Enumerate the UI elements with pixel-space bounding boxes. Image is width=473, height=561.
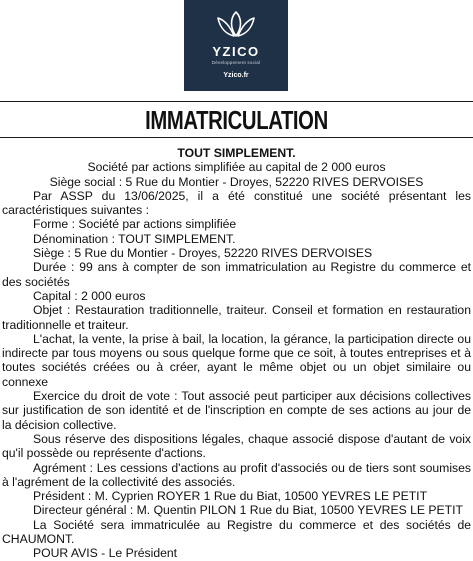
seat-line: Siège : 5 Rue du Montier - Droyes, 52220 RIVES DERVOISES <box>33 246 373 261</box>
voting-rights-paragraph: Sous réserve des dispositions légales, chaque associé dispose d'autant de voix qu'il possède ou représente d'actions. <box>2 431 471 461</box>
notice-body <box>2 146 471 561</box>
general-director-line: Directeur général : M. Quentin PILON 1 Rue du Biat, 10500 YEVRES LE PETIT <box>33 503 463 518</box>
top-rule <box>0 101 473 102</box>
voting-paragraph: Exercice du droit de vote : Tout associé peut participer aux décisions collectives sur justification de son identité et de l'inscription en compte de ses actions au jour de la décision collective. <box>2 389 471 432</box>
logo-tagline: Développement social <box>211 60 261 65</box>
notice-title: IMMATRICULATION <box>145 105 328 135</box>
head-office: Siège social : 5 Rue du Montier - Droyes, 52220 RIVES DERVOISES <box>49 174 424 189</box>
company-type: Société par actions simplifiée au capital de 2 000 euros <box>87 160 386 175</box>
approval-paragraph: Agrément : Les cessions d'actions au profit d'associés ou de tiers sont soumises à l'agrément de la collectivité des associés. <box>2 460 471 489</box>
registry-paragraph: La Société sera immatriculée au Registre du commerce et des sociétés de CHAUMONT. <box>2 517 471 547</box>
logo-brand-name: YZICO <box>212 44 260 59</box>
lotus-icon <box>215 6 257 42</box>
signature-line: POUR AVIS - Le Président <box>33 546 178 561</box>
duration-paragraph: Durée : 99 ans à compter de son immatriculation au Registre du commerce et des sociétés <box>2 260 471 289</box>
activities-paragraph: L'achat, la vente, la prise à bail, la location, la gérance, la participation directe ou indirecte par tous moyens ou sous quelque forme que ce soit, à toutes entreprises et à toutes sociétés créées ou à créer, ayant le même objet ou un objet similaire ou connexe <box>2 331 471 389</box>
denomination-line: Dénomination : TOUT SIMPLEMENT. <box>33 231 236 246</box>
company-name: TOUT SIMPLEMENT. <box>177 146 296 160</box>
president-line: Président : M. Cyprien ROYER 1 Rue du Biat, 10500 YEVRES LE PETIT <box>33 489 428 504</box>
title-rule <box>0 137 473 138</box>
capital-line: Capital : 2 000 euros <box>33 288 146 303</box>
logo-website: Yzico.fr <box>223 72 249 79</box>
intro-paragraph: Par ASSP du 13/06/2025, il a été constitué une société présentant les caractéristiques suivantes : <box>2 188 471 218</box>
form-line: Forme : Société par actions simplifiée <box>33 217 237 232</box>
purpose-paragraph: Objet : Restauration traditionnelle, traiteur. Conseil et formation en restauration traditionnelle et traiteur. <box>2 303 471 332</box>
publisher-logo <box>184 0 288 91</box>
